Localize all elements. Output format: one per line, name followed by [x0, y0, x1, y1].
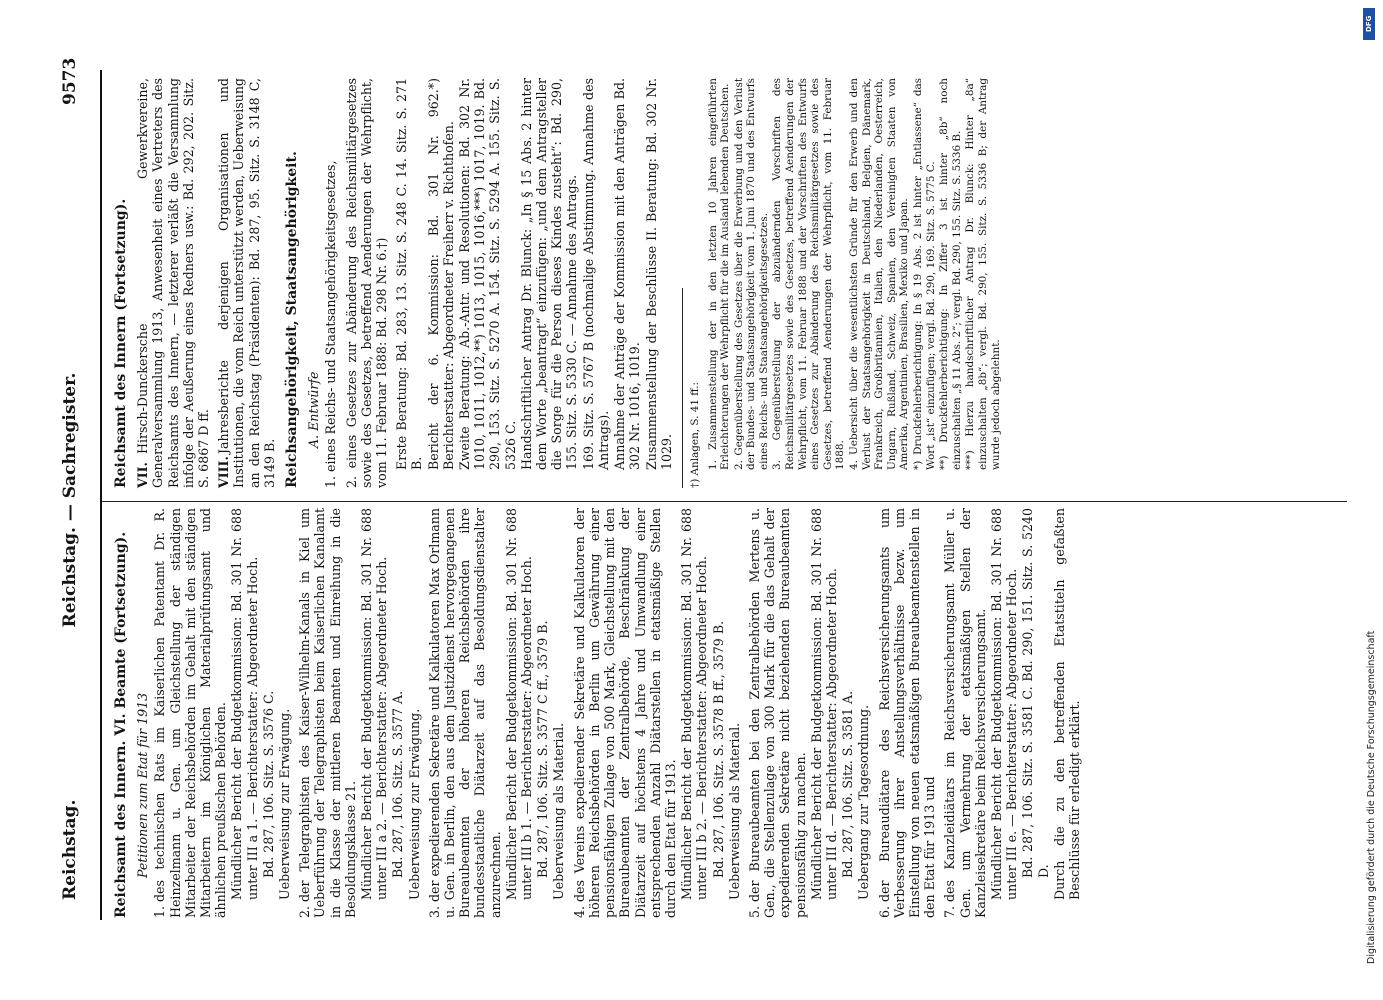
- petition-report: Mündlicher Bericht der Budgetkommission: Bd. 301 Nr. 688 unter III b 2. — Berichterstatter: Abgeordneter Hoch.: [679, 508, 710, 900]
- petition-report: Mündlicher Bericht der Budgetkommission: Bd. 301 Nr. 688 unter III d. — Berichterstatter: Abgeordneter Hoch.: [808, 508, 839, 900]
- right-section-title: Reichsamt des Innern (Fortsetzung).: [113, 198, 129, 488]
- left-column: [112, 508, 1087, 918]
- roman-item-label: VIII.: [216, 456, 232, 488]
- petition-ref: Bd. 287, 106. Sitz. S. 3578 B ff., 3579 B.: [710, 620, 726, 878]
- petition-resolution: Durch die zu den betreffenden Etatstiteln gefaßten Beschlüsse für erledigt erklärt.: [1051, 508, 1082, 900]
- entry-line: Zweite Beratung: Ab.-Antr. und Resolutionen: Bd. 302 Nr. 1010, 1011, 1012,**) 1013, 1015, 1016,***) 1017, 1019. Bd. 290, 153. Sitz. S. 5270 A. 154. Sitz. S. 5294 A. 155. Sitz. S. 5326 C.: [457, 78, 518, 470]
- footnote-line: 4. Uebersicht über die wesentlichsten Gründe für den Erwerb und den Verlust der Staatsangehörigkeit in Deutschland, Belgien, Dänemark, Frankreich, Großbritannien, Italien, den Niederlanden, Oesterreich, Ungarn, Rußland, Schweiz, Spanien, den Vereinigten Staaten von Amerika, Argentinien, Brasilien, Mexiko und Japan.: [848, 78, 911, 470]
- petition-item: [572, 508, 742, 918]
- footnote-line: †) Anlagen, S. 41 ff.:: [688, 381, 701, 488]
- petition-report: Mündlicher Bericht der Budgetkommission: Bd. 301 Nr. 688 unter III b 1. — Berichterstatter: Abgeordneter Hoch.: [503, 508, 535, 900]
- petition-text: der Telegraphisten des Kaiser-Wilhelm-Kanals in Kiel um Ueberführung der Telegraphisten beim Kaiserlichen Kanalamt in die Klasse der mittleren Beamten und Einreihung in die Besoldungsklasse 21.: [297, 508, 358, 918]
- digitization-note: Digitalisierung gefördert durch die Deutsche Forschungsgemeinschaft: [1366, 630, 1377, 964]
- petition-ref: Bd. 287, 106. Sitz. S. 3577 A.: [390, 690, 406, 878]
- right-column: [112, 78, 1003, 488]
- entry-line: Handschriftlicher Antrag Dr. Blunck: „In § 15 Abs. 2 hinter dem Worte „beantragt“ einzufügen: „und dem Antragsteller die Sorge für die Person dieses Kindes zusteht“: Bd. 290, 155. Sitz. S. 5330 C. — Annahme des Antrags.: [518, 78, 580, 470]
- entry-line: 2. eines Gesetzes zur Abänderung des Reichsmilitärgesetzes sowie des Gesetzes, betreffend Aenderungen der Wehrpflicht, vom 11. Februar 1888: Bd. 298 Nr. 6.†): [343, 78, 390, 488]
- petition-report: Mündlicher Bericht der Budgetkommission: Bd. 301 Nr. 688 unter III a 2. — Berichterstatter: Abgeordneter Hoch.: [359, 508, 390, 900]
- footnote-line: 1. Zusammenstellung der in den letzten 10 Jahren eingeführten Erleichterungen der Wehrpflicht für die im Ausland lebenden Deutschen.: [706, 78, 732, 470]
- entry-line: Erste Beratung: Bd. 283, 13. Sitz. S. 248 C. 14. Sitz. S. 271 B.: [394, 78, 425, 470]
- petition-number: 4.: [571, 905, 587, 918]
- roman-item-text: Hirsch-Dunckersche Gewerkvereine, Generalversammlung 1913, Anwesenheit eines Vertreters des Reichsamts des Innern, — letzterer verläßt die Versammlung infolge der Aeußerung eines Redners usw.: Bd. 292, 202. Sitz. S. 6867 D ff.: [135, 78, 212, 488]
- petitions-intro: Petitionen zum Etat für 1913: [135, 692, 151, 878]
- petition-text: des Kanzleidiätars im Reichsversicherungsamt Müller u. Gen. um Vermehrung der etatsmäßigen Stellen der Kanzleisekretäre beim Reichsversicherungsamt.: [942, 508, 988, 918]
- footnote-line: 2. Gegenüberstellung des Gesetzes über die Erwerbung und den Verlust der Bundes- und Staatsangehörigkeit vom 1. Juni 1870 und des Entwurfs eines Reichs- und Staatsangehörigkeitsgesetzes.: [732, 78, 770, 470]
- dfg-logo-icon: DFG: [1363, 8, 1375, 40]
- roman-item-text: Jahresberichte derjenigen Organisationen und Institutionen, die vom Reich unterstützt werden, Ueberweisung an den Reichstag (Präsidenten): Bd. 287, 95. Sitz. S. 3148 C, 3149 B.: [216, 78, 277, 488]
- footnote-rule: [682, 288, 683, 488]
- petition-text: des Vereins expedierender Sekretäre und Kalkulatoren der höheren Reichsbehörden in Berlin um Gewährung einer pensionsfähigen Zulage von 500 Mark, Gleichstellung mit den Bureaubeamten der Zentralbehörde, Beschränkung der Diätarzeit auf höchstens 4 Jahre und Umwandlung einer entsprechenden Anzahl Diätarstellen in etatsmäßige Stellen durch den Etat für 1913.: [571, 508, 678, 918]
- petition-number: 1.: [152, 905, 168, 918]
- petition-resolution: Uebergang zur Tagesordnung.: [856, 704, 872, 900]
- footnote-list: [689, 78, 1002, 488]
- petition-item: [747, 508, 872, 918]
- header-rule: [100, 70, 102, 920]
- petition-ref: Bd. 287, 106. Sitz. S. 3581 A.: [840, 690, 856, 878]
- entry-list: [323, 78, 673, 488]
- petition-number: 3.: [426, 905, 442, 918]
- petition-item: [427, 508, 567, 918]
- roman-item-label: VII.: [135, 462, 151, 488]
- footnote-line: *) Druckfehlerberichtigung: In § 19 Abs. 2 ist hinter „Entlassene“ das Wort „ist“ einzufügen; vergl. Bd. 290, 169. Sitz. S. 5775 C.: [912, 78, 937, 470]
- petition-item: [877, 508, 938, 918]
- footnote-line: 3. Gegenüberstellung der abzuändernden Vorschriften des Reichsmilitärgesetzes sowie des Gesetzes, betreffend Aenderungen der Wehrpflicht, vom 11. Februar 1888 und der Vorschriften des Entwurfs eines Gesetzes zur Abänderung des Reichsmilitärgesetzes sowie des Gesetzes, betreffend Aenderungen der Wehrpflicht, vom 11. Februar 1888.: [771, 78, 847, 470]
- petition-ref: Bd. 287, 106. Sitz. S. 3581 C. Bd. 290, 151. Sitz. S. 5240 D.: [1020, 508, 1051, 878]
- petition-number: 6.: [876, 905, 892, 918]
- footnote-line: ***) Hierzu handschriftlicher Antrag Dr. Blunck: Hinter „8a“ einzuschalten „8b“; vergl. Bd. 290, 155. Sitz. S. 5336 B; der Antrag wurde jedoch abgelehnt.: [964, 78, 1002, 470]
- roman-item-list: [135, 78, 277, 488]
- roman-item: [216, 78, 277, 488]
- column-divider: [102, 501, 1372, 502]
- petition-number: 7.: [942, 905, 958, 918]
- page-number: 9573: [60, 57, 80, 105]
- petition-ref: Bd. 287, 106. Sitz. S. 3576 C.: [260, 690, 276, 878]
- reichsangehoerigkeit-title: Reichsangehörigkeit, Staatsangehörigkeit.: [284, 151, 301, 488]
- petition-resolution: Ueberweisung zur Erwägung.: [277, 708, 293, 900]
- petition-item: [297, 508, 422, 918]
- petition-text: der Bureaubeamten bei den Zentralbehörden Mertens u. Gen., die Stellenzulage von 300 Mark für die das Gehalt der expedierenden Sekretäre nicht beziehenden Bureaubeamten pensionsfähig zu machen.: [746, 508, 808, 918]
- petition-resolution: Ueberweisung als Material.: [726, 722, 742, 900]
- petition-number: 5.: [746, 905, 762, 918]
- left-section-title: Reichsamt des Innern. VI. Beamte (Fortsetzung).: [113, 531, 129, 918]
- running-head-left: Reichstag.: [60, 799, 80, 900]
- petition-text: der Bureaudiätare des Reichsversicherungsamts um Verbesserung ihrer Anstellungsverhältnisse bezw. um Einstellung von neuen etatsmäßigen Bureaubeamtenstellen in den Etat für 1913 und: [876, 508, 938, 918]
- entry-line: 1. eines Reichs- und Staatsangehörigkeitsgesetzes,: [323, 160, 339, 488]
- roman-item: [135, 78, 211, 488]
- petition-item: [942, 508, 1082, 918]
- petition-item: [152, 508, 292, 918]
- footnote-line: **) Druckfehlerberichtigung: In Ziffer 3 ist hinter „8b“ noch einzuschalten „§ 11 Abs. 2“; vergl. Bd. 290, 155. Sitz. S. 5336 B.: [938, 78, 963, 470]
- petition-report: Mündlicher Bericht der Budgetkommission: Bd. 301 Nr. 688 unter III a 1. — Berichterstatter: Abgeordneter Hoch.: [229, 508, 260, 900]
- running-head-title: Reichstag. — Sachregister.: [60, 372, 80, 628]
- petition-ref: Bd. 287, 106. Sitz. S. 3577 C ff., 3579 B.: [535, 620, 551, 878]
- entwuerfe-subhead: A. Entwürfe: [306, 371, 322, 448]
- entry-line: Zusammenstellung der Beschlüsse II. Beratung: Bd. 302 Nr. 1029.: [643, 78, 674, 470]
- entry-line: Bericht der 6. Kommission: Bd. 301 Nr. 962.*) Berichterstatter: Abgeordneter Freiherr v. Richthofen.: [425, 78, 456, 470]
- petition-text: der expedierenden Sekretäre und Kalkulatoren Max Orlmann u. Gen. in Berlin, den aus dem Justizdienst hervorgegangenen Bureaubeamten der höheren Reichsbehörden ihre bundesstaatliche Diätarzeit auf das Besoldungsdienstalter anzurechnen.: [426, 508, 503, 918]
- petition-number: 2.: [297, 905, 313, 918]
- petition-text: des technischen Rats im Kaiserlichen Patentamt Dr. R. Heinzelmann u. Gen. um Gleichstellung der ständigen Mitarbeiter der Reichsbehörden im Gehalt mit den ständigen Mitarbeitern im Königlichen Materialprüfungsamt und ähnlichen preußischen Behörden.: [152, 508, 229, 918]
- petition-list: [152, 508, 1082, 918]
- entry-line: 169. Sitz. S. 5767 B (nochmalige Abstimmung. Annahme des Antrags).: [580, 78, 611, 470]
- petition-resolution: Ueberweisung zur Erwägung.: [406, 708, 422, 900]
- petition-resolution: Ueberweisung als Material.: [551, 722, 567, 900]
- entry-line: Annahme der Anträge der Kommission mit den Anträgen Bd. 302 Nr. 1016, 1019.: [612, 78, 643, 470]
- petition-report: Mündlicher Bericht der Budgetkommission: Bd. 301 Nr. 688 unter III e. — Berichterstatter: Abgeordneter Hoch.: [988, 508, 1020, 900]
